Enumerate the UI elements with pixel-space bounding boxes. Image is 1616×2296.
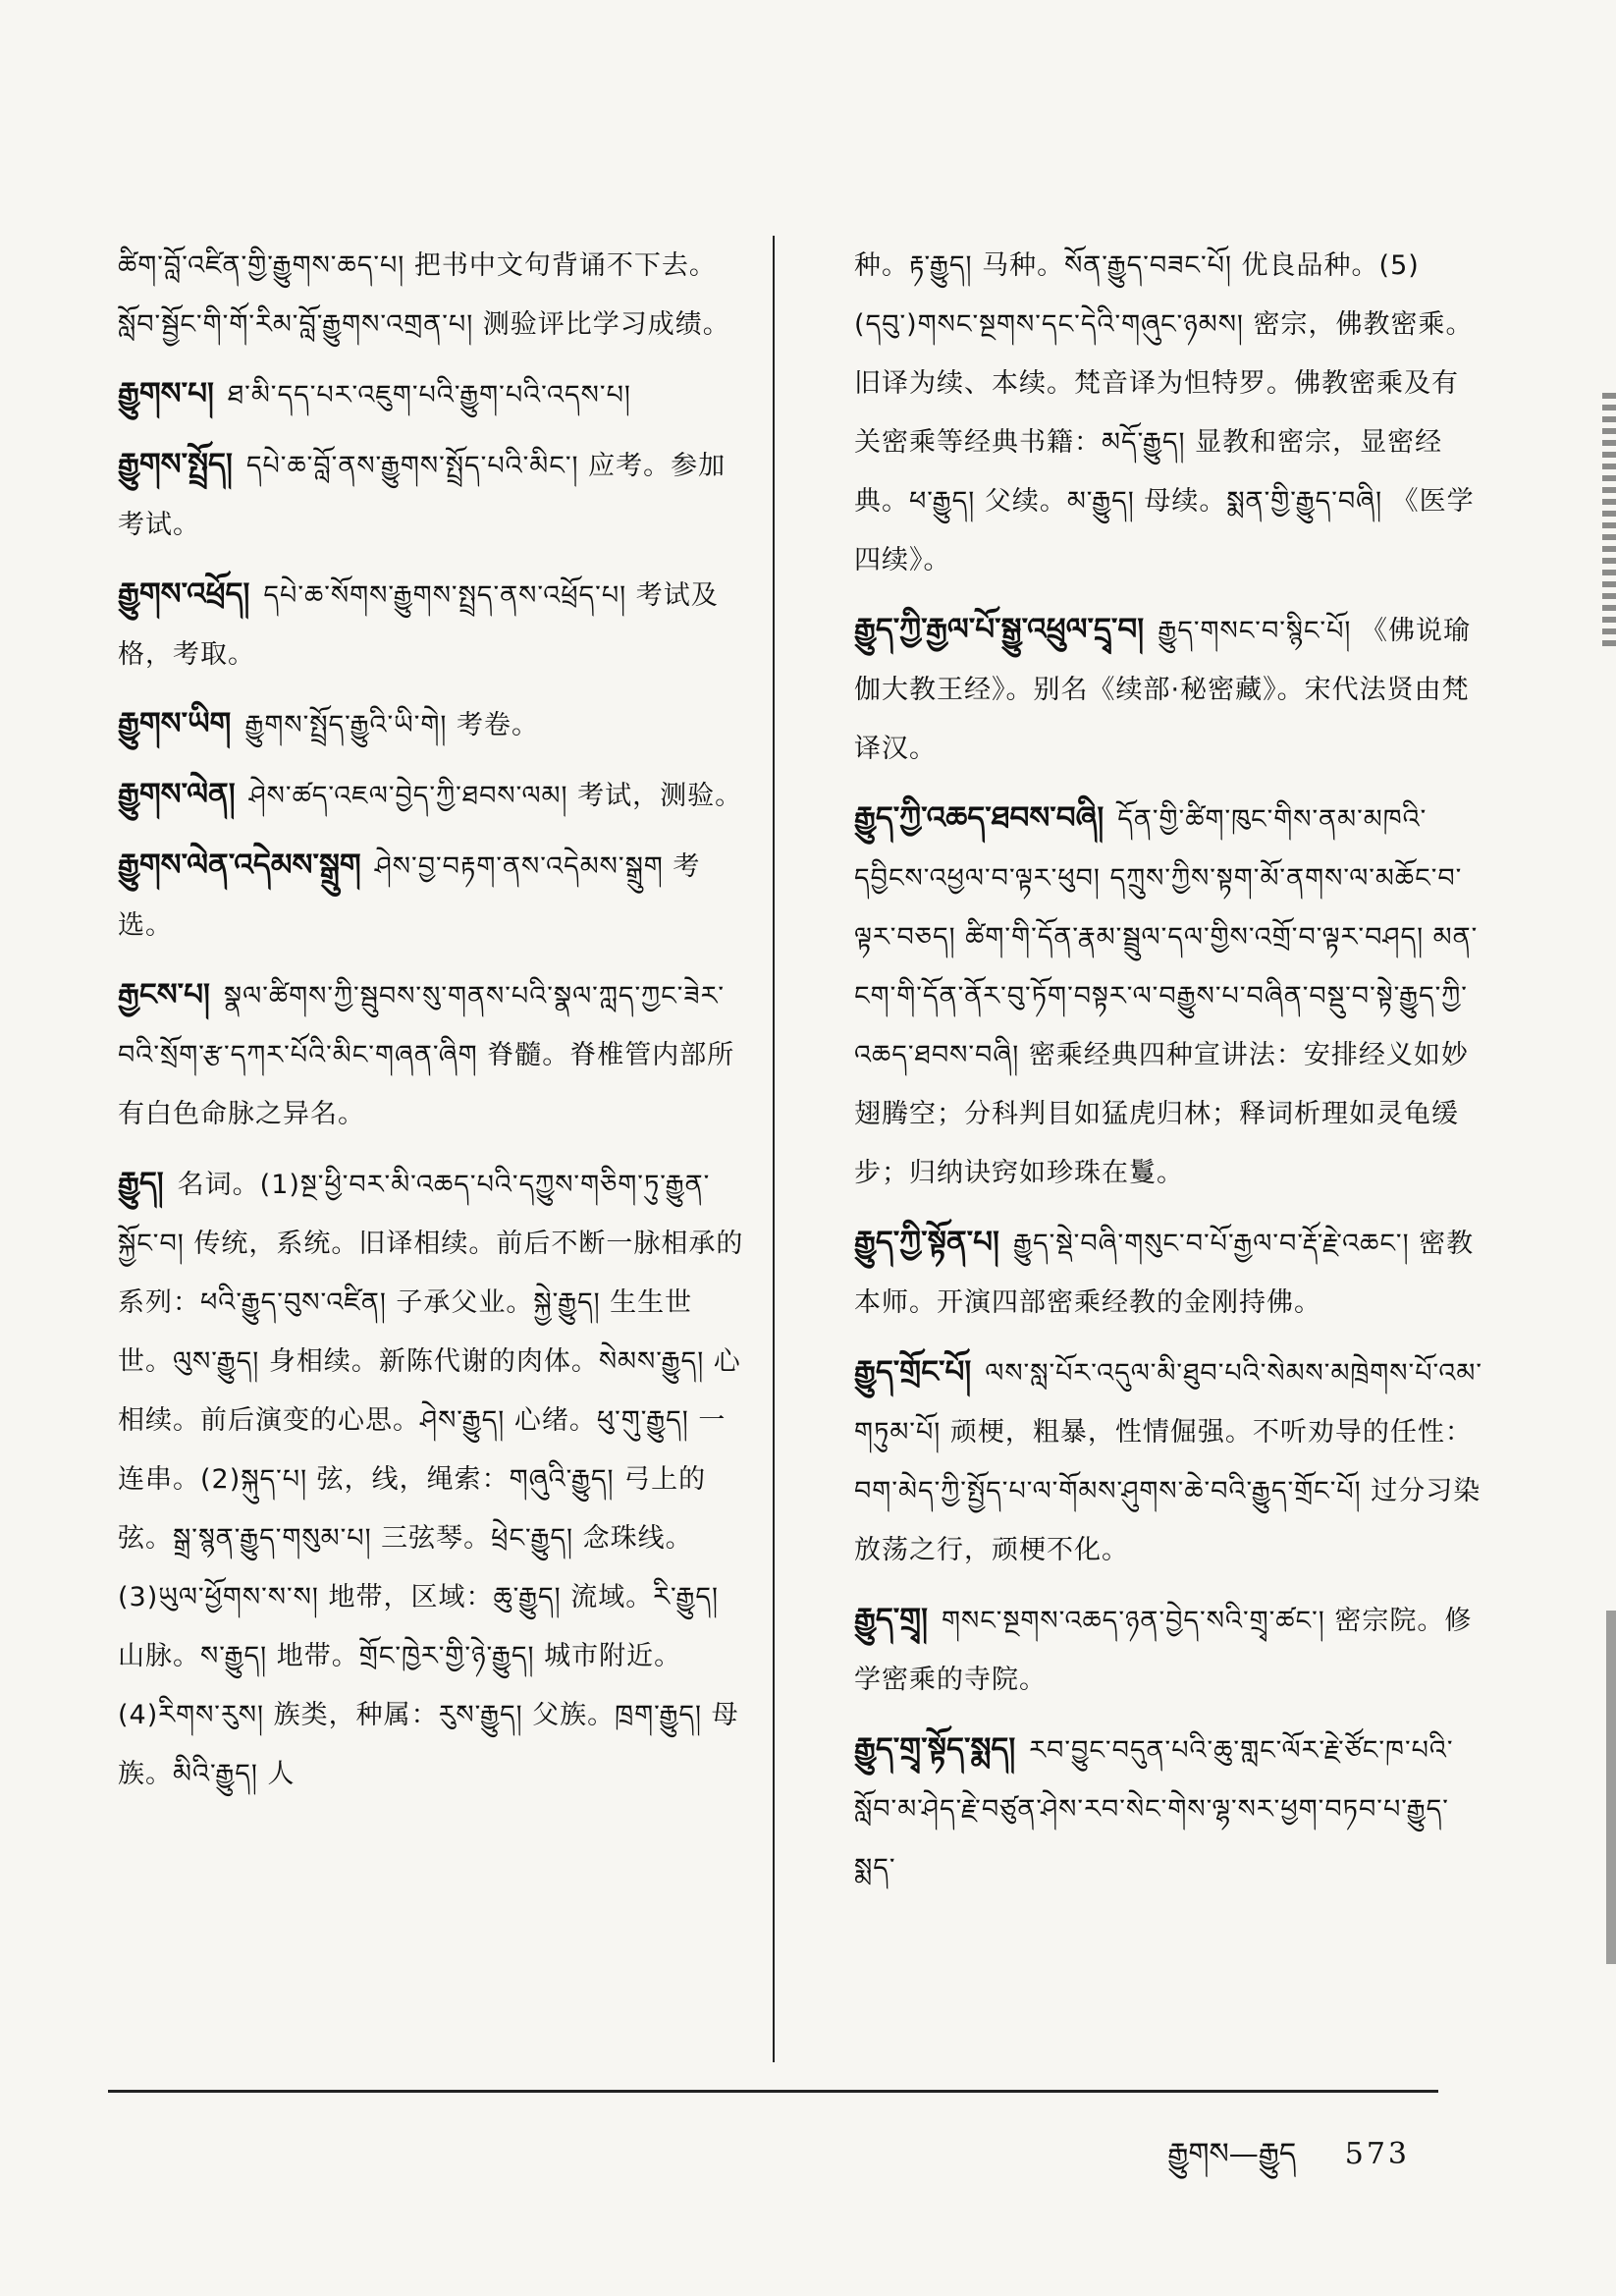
headword: རྒྱུད་ཀྱི་འཆད་ཐབས་བཞི།: [854, 800, 1104, 836]
entry: [854, 1343, 1482, 1579]
entry-text: རྒྱུད་སྡེ་བཞི་གསུང་བ་པོ་རྒྱལ་བ་རྡོ་རྗེ་འཆང་། 密教本师。开演四部密乘经教的金刚持佛。: [854, 1229, 1475, 1318]
entry-text: རྒྱུགས་སྤྲོད་རྒྱུའི་ཡི་གེ། 考卷。: [244, 710, 539, 740]
entry-text: 名词。(1)སྔ་ཕྱི་བར་མི་འཆད་པའི་དཀྱུས་གཅིག་ཏུ་རྒྱུན་སྐྱོང་བ། 传统，系统。旧译相续。前后不断一脉相承的系列：ཕའི་རྒྱུད་བུས་འཛིན། 子承父业。སྐྱེ་རྒྱུད། 生生世世。ལུས་རྒྱུད། 身相续。新陈代谢的肉体。སེམས་རྒྱུད། 心相续。前后演变的心思。ཤེས་རྒྱུད། 心绪。ཕུ་གུ་རྒྱུད། 一连串。(2)སྐུད་པ། 弦，线，绳索：གཞུའི་རྒྱུད། 弓上的弦。སྒྲ་སྙན་རྒྱུད་གསུམ་པ། 三弦琴。ཕྲེང་རྒྱུད། 念珠线。(3)ཡུལ་ཕྱོགས་ས་ས། 地带，区域：ཆུ་རྒྱུད། 流域。རི་རྒྱུད། 山脉。ས་རྒྱུད། 地带。གྲོང་ཁྱེར་གྱི་ཉེ་རྒྱུད། 城市附近。(4)རིགས་རུས། 族类，种属：རུས་རྒྱུད། 父族。ཁྲག་རྒྱུད། 母族。མིའི་རྒྱུད། 人: [118, 1170, 744, 1789]
entry: [118, 1155, 746, 1803]
headword: རྒྱུགས་ལེན།: [118, 777, 236, 812]
headword: རྒྱུགས་སྤྲོད།: [118, 447, 233, 482]
headword: རྒྱུགས་འཕྲོད།: [118, 576, 250, 612]
entry-text: ཚིག་བློ་འཛིན་གྱི་རྒྱུགས་ཆད་པ། 把书中文句背诵不下去。 སློབ་སྦྱོང་གི་གོ་རིམ་བློ་རྒྱུགས་འགྲན་པ། 测验评比学习成绩。: [118, 250, 730, 340]
entry-text: ཐ་མི་དད་པར་འཇུག་པའི་རྒྱུག་པའི་འདས་པ།: [227, 380, 631, 410]
headword: རྒྱུད།: [118, 1166, 164, 1201]
headword: རྒྱུགས་པ།: [118, 376, 214, 411]
headword: རྒྱུད་གྲྭ།: [854, 1602, 928, 1637]
headword: རྒྱུད་གྲྭ་སྟོད་སྨད།: [854, 1731, 1016, 1767]
entry: [854, 601, 1482, 778]
binding-edge-shadow: [1606, 1611, 1616, 1964]
running-head: རྒྱུགས—རྒྱུད: [1167, 2137, 1297, 2171]
headword: རྒྱུགས་ལེན་འདེམས་སྒྲུག: [118, 847, 361, 883]
entry: [854, 1721, 1482, 1897]
entry: [118, 837, 746, 955]
entry: [854, 790, 1482, 1202]
footer-rule: [108, 2090, 1438, 2093]
page-number: 573: [1344, 2137, 1410, 2171]
page-footer: [1167, 2121, 1410, 2204]
entry-text: དཔེ་ཆ་བློ་ནས་རྒྱུགས་སྤྲོད་པའི་མིང་། 应考。参加考试。: [118, 451, 727, 540]
entry-text: 种。རྟ་རྒྱུད། 马种。སོན་རྒྱུད་བཟང་པོ། 优良品种。(5)(དབུ་)གསང་སྔགས་དང་དེའི་གཞུང་ཉམས། 密宗，佛教密乘。旧译为续、本续。梵音译为怛特罗。佛教密乘及有关密乘等经典书籍：མདོ་རྒྱུད། 显教和密宗，显密经典。ཕ་རྒྱུད། 父续。མ་རྒྱུད། 母续。སྨན་གྱི་རྒྱུད་བཞི། 《医学四续》。: [854, 250, 1475, 575]
entry-text: དོན་གྱི་ཚིག་ཁུང་གིས་ནམ་མཁའི་དབྱིངས་འཕྱལ་བ་ལྟར་ཕུབ། དཀྲུས་ཀྱིས་སྟག་མོ་ནགས་ལ་མཆོང་བ་ལྟར་བཅད། ཚིག་གི་དོན་རྣམ་སྦྲུལ་དལ་གྱིས་འགྲོ་བ་ལྟར་བཤད། མན་ངག་གི་དོན་ནོར་བུ་ཏོག་བསྟར་ལ་བརྒྱུས་པ་བཞིན་བསྡུ་བ་སྟེ་རྒྱུད་ཀྱི་འཆད་ཐབས་བཞི། 密乘经典四种宣讲法：安排经义如妙翅腾空；分科判目如猛虎归林；释词析理如灵龟缓步；归纳诀窍如珍珠在鬘。: [854, 804, 1479, 1188]
entry: [118, 236, 746, 354]
headword: རྒྱུད་གྲོང་པོ།: [854, 1354, 972, 1390]
entry-text: ཤེས་ཚད་འཇལ་བྱེད་ཀྱི་ཐབས་ལམ། 考试，测验。: [248, 781, 743, 811]
entry: [118, 436, 746, 554]
entry-text: དཔེ་ཆ་སོགས་རྒྱུགས་སྤྲད་ནས་འཕྲོད་པ། 考试及格，考取。: [118, 580, 719, 670]
entry-text: ཤེས་བྱ་བརྟག་ནས་འདེམས་སྒྲུག 考选。: [118, 851, 701, 941]
right-column: [854, 236, 1482, 1909]
entry-text: གསང་སྔགས་འཆད་ཉན་བྱེད་སའི་གྲྭ་ཚང་། 密宗院。修学密乘的寺院。: [854, 1606, 1473, 1695]
entry: [854, 1214, 1482, 1332]
entry-text: སྣལ་ཚིགས་ཀྱི་སྦུབས་སུ་གནས་པའི་སྣལ་ཀླད་ཀྱང་ཟེར་བའི་སྲོག་རྩ་དཀར་པོའི་མིང་གཞན་ཞིག 脊髓。脊椎管内部所有白色命脉之异名。: [118, 981, 735, 1129]
entry: [854, 236, 1482, 589]
headword: རྒྱུགས་ཡིག: [118, 706, 232, 741]
entry: [118, 966, 746, 1143]
entry: [118, 566, 746, 683]
entry-text: རྒྱུད་གསང་བ་སྙིང་པོ། 《佛说瑜伽大教王经》。别名《续部·秘密藏》。宋代法贤由梵译汉。: [854, 616, 1471, 764]
column-divider: [773, 236, 775, 2062]
entry: [118, 766, 746, 825]
entry: [118, 695, 746, 754]
entry-text: རབ་བྱུང་བདུན་པའི་ཆུ་གླང་ལོར་རྗེ་ཙོང་ཁ་པའི་སློབ་མ་ཤེད་རྗེ་བཙུན་ཤེས་རབ་སེང་གེས་ལྷ་སར་ཕྱག་བཏབ་པ་རྒྱུད་སྨད་: [854, 1735, 1454, 1884]
headword: རྒྱངས་པ།: [118, 977, 210, 1012]
binding-edge-marks: [1602, 393, 1616, 648]
entry: [854, 1591, 1482, 1709]
entry: [118, 365, 746, 424]
left-column: [118, 236, 746, 1815]
entry-text: ལས་སླ་པོར་འདུལ་མི་ཐུབ་པའི་སེམས་མཁྲེགས་པོ་འམ་གཏུམ་པོ། 顽梗，粗暴，性情倔强。不听劝导的任性：བག་མེད་ཀྱི་སྤྱོད་པ་ལ་གོམས་ཤུགས་ཆེ་བའི་རྒྱུད་གྲོང་པོ། 过分习染放荡之行，顽梗不化。: [854, 1358, 1483, 1565]
headword: རྒྱུད་ཀྱི་རྒྱལ་པོ་སྒྱུ་འཕྲུལ་དྲྭ་བ།: [854, 612, 1145, 647]
headword: རྒྱུད་ཀྱི་སྟོན་པ།: [854, 1225, 999, 1260]
